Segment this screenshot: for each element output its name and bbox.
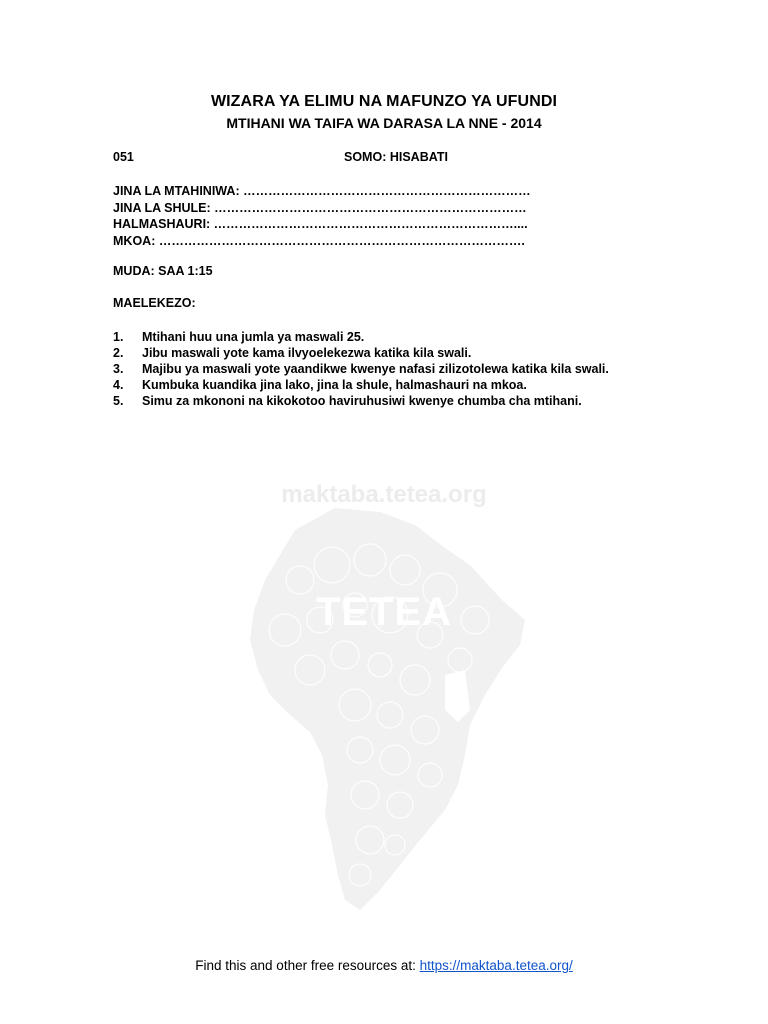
exam-subject: SOMO: HISABATI — [344, 150, 448, 164]
instructions-list — [113, 329, 633, 409]
candidate-name-field: JINA LA MTAHINIWA: …………………………………………………………… — [113, 184, 531, 198]
council-field: HALMASHAURI: ……………………………………………………………….... — [113, 217, 528, 231]
region-field: MKOA: ……………………………………………………………………………. — [113, 233, 525, 248]
africa-map-watermark — [240, 470, 530, 915]
footer-text: Find this and other free resources at: — [195, 958, 420, 973]
footer — [0, 958, 768, 973]
instruction-item: 4. Kumbuka kuandika jina lako, jina la shule, halmashauri na mkoa. — [113, 378, 527, 392]
watermark-url: maktaba.tetea.org — [281, 481, 487, 508]
candidate-fields — [113, 183, 531, 249]
ministry-title: WIZARA YA ELIMU NA MAFUNZO YA UFUNDI — [210, 93, 558, 110]
watermark-brand: TETEA — [315, 590, 453, 634]
instruction-item: 3. Majibu ya maswali yote yaandikwe kwenye nafasi zilizotolewa katika kila swali. — [113, 362, 609, 376]
instructions-heading: MAELEKEZO: — [113, 296, 196, 310]
instruction-item: 5. Simu za mkononi na kikokotoo haviruhusiwi kwenye chumba cha mtihani. — [113, 394, 582, 408]
instruction-item: 2. Jibu maswali yote kama ilvyoelekezwa katika kila swali. — [113, 346, 472, 360]
exam-title: MTIHANI WA TAIFA WA DARASA LA NNE - 2014 — [226, 115, 542, 131]
school-name-field: JINA LA SHULE: ………………………………………………………………… — [113, 200, 527, 215]
exam-duration: MUDA: SAA 1:15 — [113, 264, 213, 278]
instruction-item: 1. Mtihani huu una jumla ya maswali 25. — [113, 330, 365, 344]
resources-link[interactable]: https://maktaba.tetea.org/ — [419, 958, 573, 973]
exam-code: 051 — [113, 150, 134, 164]
